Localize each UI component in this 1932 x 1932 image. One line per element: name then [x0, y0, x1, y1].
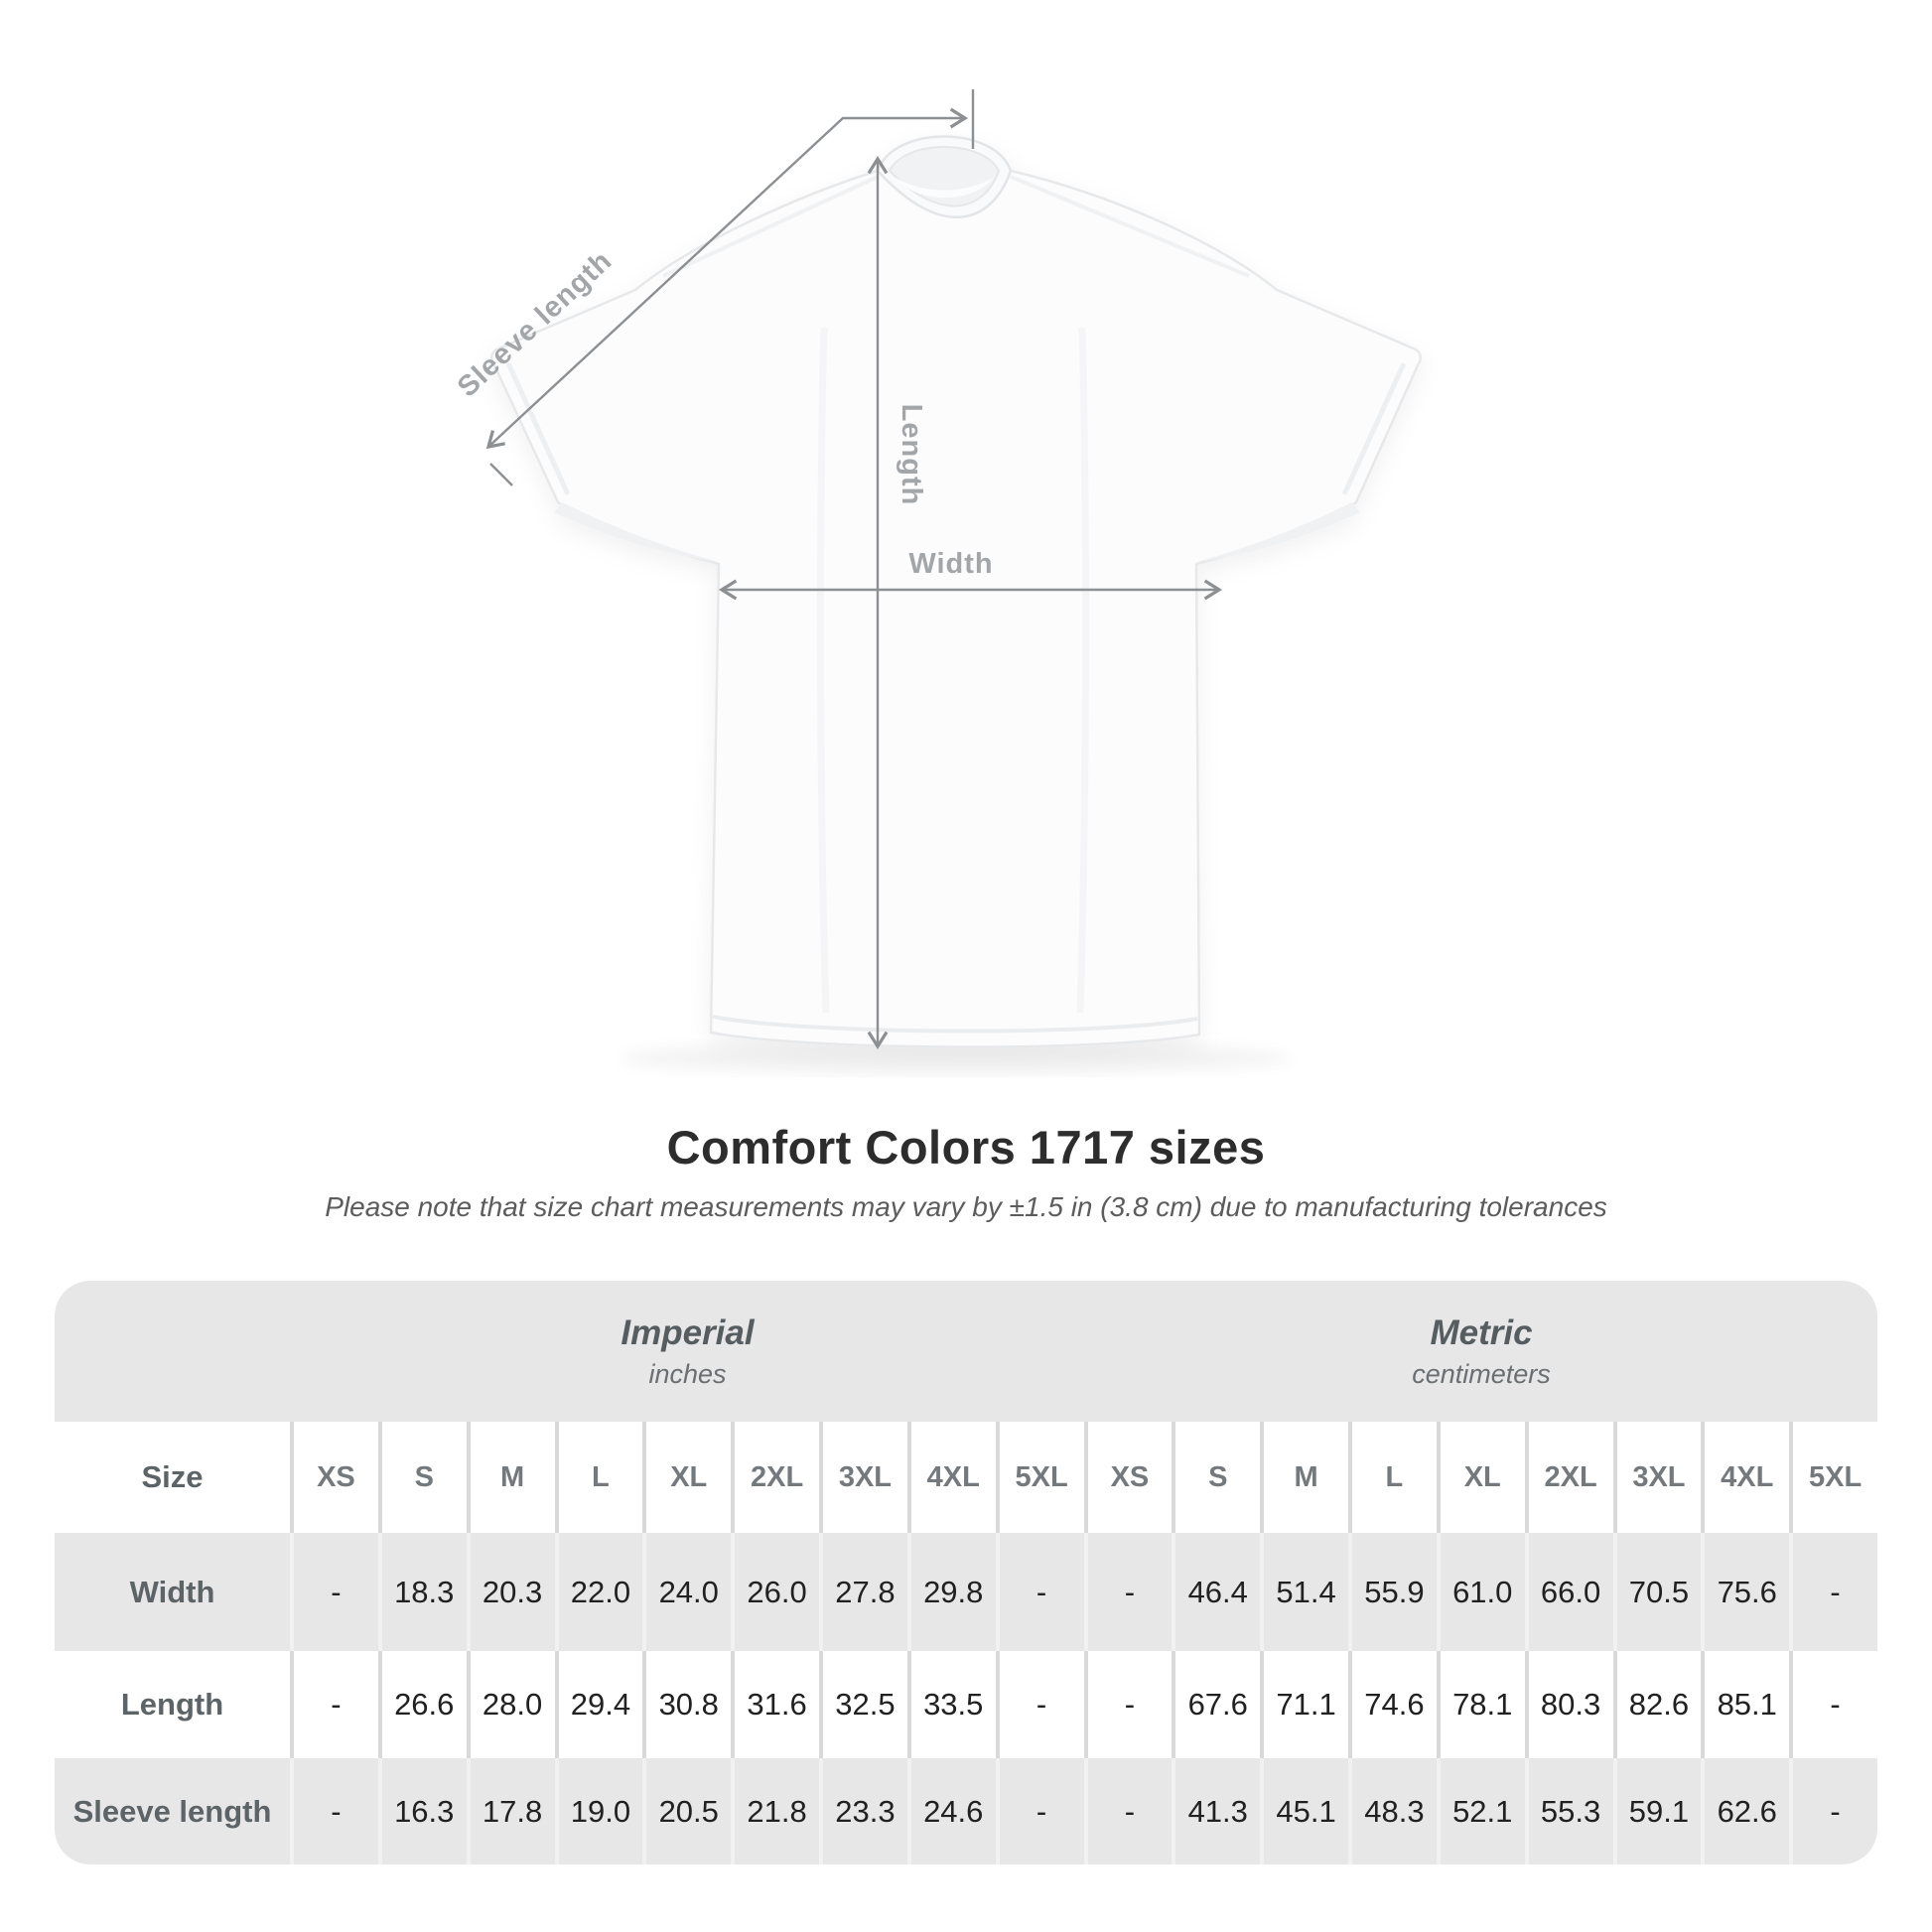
sleeve-length-start-tick	[490, 464, 512, 485]
size-col-header: 2XL	[731, 1422, 819, 1533]
page-title: Comfort Colors 1717 sizes	[666, 1121, 1266, 1173]
cell: 41.3	[1172, 1758, 1260, 1864]
cell: -	[996, 1533, 1084, 1651]
cell: -	[1789, 1758, 1877, 1864]
group-header-spacer	[55, 1281, 290, 1422]
row-label: Width	[129, 1574, 215, 1609]
cell: -	[290, 1758, 378, 1864]
cell: -	[996, 1758, 1084, 1864]
size-col-header: 4XL	[1701, 1422, 1789, 1533]
cell: 48.3	[1348, 1758, 1437, 1864]
width-label: Width	[908, 548, 994, 580]
tshirt-image	[491, 137, 1421, 1047]
size-col-header: XS	[290, 1422, 378, 1533]
cell: 30.8	[642, 1651, 731, 1758]
unit-group-header-row	[55, 1281, 1877, 1422]
imperial-unit: inches	[648, 1358, 727, 1389]
metric-unit: centimeters	[1412, 1358, 1551, 1389]
cell: 80.3	[1525, 1651, 1613, 1758]
cell: 75.6	[1701, 1533, 1789, 1651]
size-col-header: 5XL	[1789, 1422, 1877, 1533]
cell: 46.4	[1172, 1533, 1260, 1651]
size-col-header: 3XL	[819, 1422, 907, 1533]
cell: 27.8	[819, 1533, 907, 1651]
imperial-group-header	[290, 1281, 1085, 1422]
cell: 22.0	[555, 1533, 643, 1651]
cell: 29.4	[555, 1651, 643, 1758]
cell: 74.6	[1348, 1651, 1437, 1758]
size-col-header: XL	[642, 1422, 731, 1533]
imperial-label: Imperial	[621, 1312, 755, 1352]
size-col-header: L	[1348, 1422, 1437, 1533]
cell: 32.5	[819, 1651, 907, 1758]
size-header: Size	[141, 1459, 204, 1494]
cell: 17.8	[467, 1758, 555, 1864]
size-col-header: XS	[1084, 1422, 1173, 1533]
cell: 67.6	[1172, 1651, 1260, 1758]
cell: 18.3	[378, 1533, 467, 1651]
cell: -	[290, 1533, 378, 1651]
cell: -	[1084, 1651, 1173, 1758]
metric-group-header	[1085, 1281, 1877, 1422]
sleeve-length-row	[55, 1758, 1877, 1864]
cell: -	[1789, 1533, 1877, 1651]
cell: 78.1	[1437, 1651, 1525, 1758]
length-label: Length	[896, 403, 927, 506]
cell: 16.3	[378, 1758, 467, 1864]
cell: -	[290, 1651, 378, 1758]
length-row	[55, 1651, 1877, 1758]
cell: 62.6	[1701, 1758, 1789, 1864]
size-col-header: M	[1260, 1422, 1348, 1533]
size-col-header: M	[467, 1422, 555, 1533]
cell: 85.1	[1701, 1651, 1789, 1758]
cell: -	[1789, 1651, 1877, 1758]
cell: 66.0	[1525, 1533, 1613, 1651]
size-col-header: L	[555, 1422, 643, 1533]
cell: 59.1	[1613, 1758, 1702, 1864]
cell: -	[996, 1651, 1084, 1758]
cell: 26.6	[378, 1651, 467, 1758]
cell: 21.8	[731, 1758, 819, 1864]
row-label: Sleeve length	[72, 1793, 272, 1829]
tolerance-note: Please note that size chart measurements may vary by ±1.5 in (3.8 cm) due to manufacturing tolerances	[325, 1191, 1607, 1222]
cell: -	[1084, 1533, 1173, 1651]
size-table	[55, 1281, 1877, 1864]
width-row	[55, 1533, 1877, 1651]
cell: 52.1	[1437, 1758, 1525, 1864]
size-col-header: 3XL	[1613, 1422, 1702, 1533]
cell: 55.3	[1525, 1758, 1613, 1864]
cell: 29.8	[907, 1533, 996, 1651]
cell: 61.0	[1437, 1533, 1525, 1651]
cell: 28.0	[467, 1651, 555, 1758]
size-col-header: 2XL	[1525, 1422, 1613, 1533]
cell: 45.1	[1260, 1758, 1348, 1864]
cell: 24.0	[642, 1533, 731, 1651]
cell: 23.3	[819, 1758, 907, 1864]
sleeve-length-label: Sleeve length	[451, 244, 619, 404]
cell: 82.6	[1613, 1651, 1702, 1758]
cell: 26.0	[731, 1533, 819, 1651]
size-col-header: 5XL	[996, 1422, 1084, 1533]
cell: 70.5	[1613, 1533, 1702, 1651]
cell: 20.5	[642, 1758, 731, 1864]
cell: 71.1	[1260, 1651, 1348, 1758]
cell: 20.3	[467, 1533, 555, 1651]
size-col-header: 4XL	[907, 1422, 996, 1533]
metric-label: Metric	[1430, 1312, 1533, 1352]
cell: 31.6	[731, 1651, 819, 1758]
size-col-header: S	[1172, 1422, 1260, 1533]
cell: -	[1084, 1758, 1173, 1864]
size-header-row	[55, 1422, 1877, 1533]
cell: 24.6	[907, 1758, 996, 1864]
row-label: Length	[120, 1687, 224, 1722]
size-col-header: S	[378, 1422, 467, 1533]
size-col-header: XL	[1437, 1422, 1525, 1533]
cell: 51.4	[1260, 1533, 1348, 1651]
cell: 19.0	[555, 1758, 643, 1864]
cell: 55.9	[1348, 1533, 1437, 1651]
cell: 33.5	[907, 1651, 996, 1758]
